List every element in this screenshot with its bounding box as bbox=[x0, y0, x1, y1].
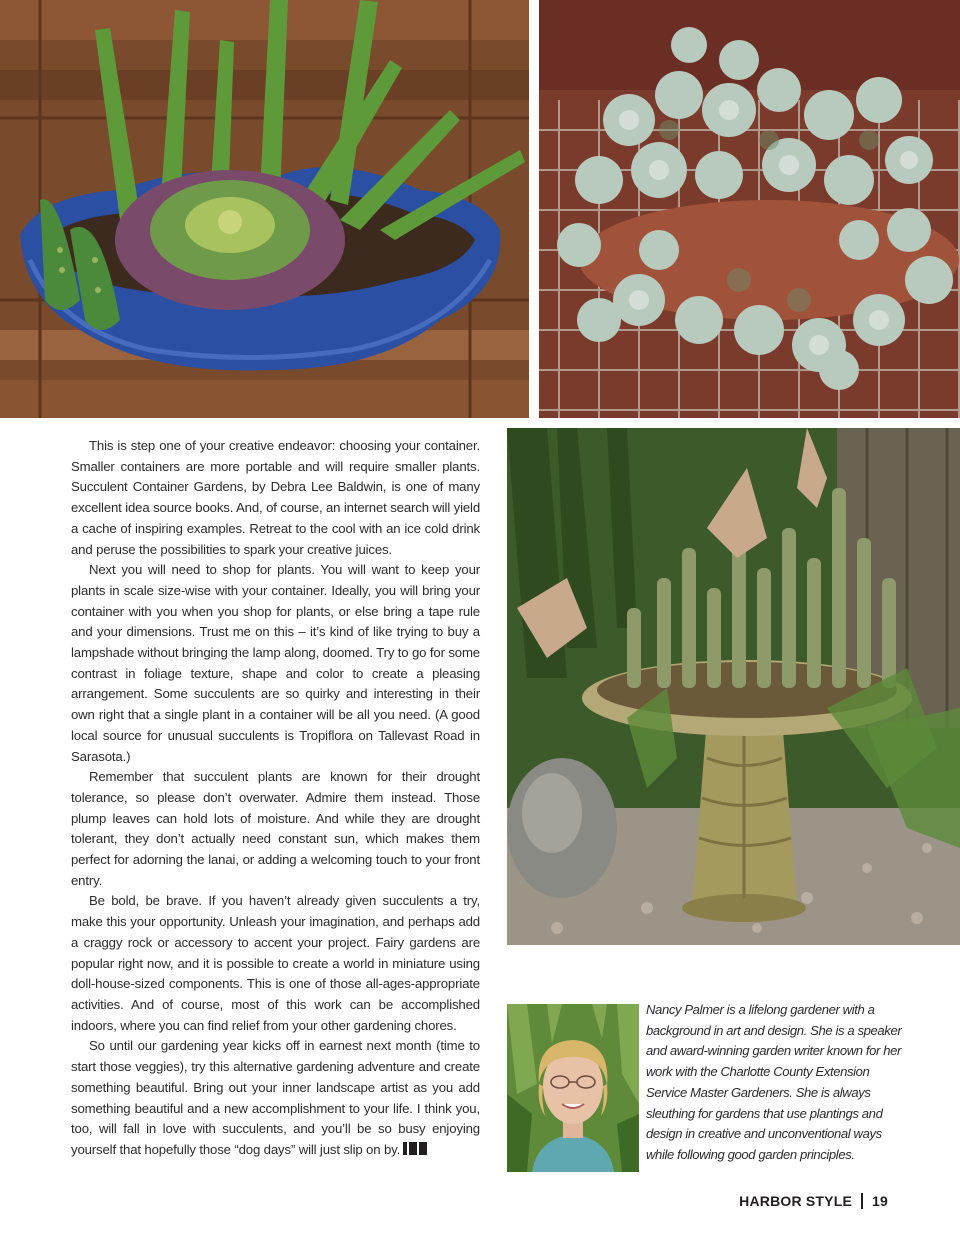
article-paragraph: This is step one of your creative endeavor: choosing your container. Smaller containers are more portable and will require smaller plants. Succulent Container Gardens, by Debra Lee Baldwin, is one of many excellent idea source books. And, of course, an internet search will yield a cache of inspiring examples. Retreat to the cool with an ice cold drink and peruse the possibilities to spark your creative juices. bbox=[71, 438, 480, 557]
photo-blue-bowl-succulents bbox=[0, 0, 529, 418]
author-photo bbox=[507, 1004, 639, 1172]
page-number: 19 bbox=[872, 1193, 888, 1209]
publication-name: HARBOR STYLE bbox=[739, 1193, 853, 1209]
article-paragraph: Next you will need to shop for plants. You will want to keep your plants in scale size-wise with your container. Ideally, you will bring your container with you when you shop for plants, or else bring a tape rule and your dimensions. Trust me on this – it’s kind of like trying to buy a lampshade without bringing the lamp along, doomed. Try to go for some contrast in foliage texture, shape and color to create a pleasing arrangement. Some succulents are so quirky and interesting in their own right that a single plant in a container will be all you need. (A good local source for unusual succulents is Tropiflora on Tallevast Road in Sarasota.) bbox=[71, 562, 480, 764]
page-folio bbox=[739, 1193, 888, 1209]
magazine-end-mark-icon bbox=[403, 1142, 427, 1155]
article-body bbox=[71, 436, 480, 1161]
article-paragraph-last bbox=[71, 1036, 480, 1160]
author-bio: Nancy Palmer is a lifelong gardener with a background in art and design. She is a speaker and award-winning garden writer known for her work with the Charlotte County Extension Service Master Gardeners. She is always sleuthing for gardens that use plantings and design in creative and unconventional ways while following good garden principles. bbox=[646, 1002, 902, 1162]
article-paragraph-text: So until our gardening year kicks off in earnest next month (time to start those veggies), try this alternative gardening adventure and create something beautiful. Bring out your inner landscape artist as you add something beautiful and a new accomplishment to your life. I think you, too, will fall in love with succulents, and you’ll be so busy enjoying yourself that hopefully those “dog days” will just slip on by. bbox=[71, 1038, 480, 1157]
article-paragraph: Be bold, be brave. If you haven’t already given succulents a try, make this your opportunity. Unleash your imagination, and perhaps add a craggy rock or accessory to accent your project. Fairy gardens are popular right now, and it is possible to create a world in miniature using doll-house-sized components. This is one of those all-ages-appropriate activities. And of course, most of this work can be accomplished indoors, where you can find relief from your other gardening chores. bbox=[71, 893, 480, 1033]
article-paragraph: Remember that succulent plants are known for their drought tolerance, so please don’t overwater. Admire them instead. Those plump leaves can hold lots of moisture. And while they are drought tolerant, they don’t actually need constant sun, which makes them perfect for adorning the lanai, or adding a welcoming touch to your front entry. bbox=[71, 769, 480, 888]
photo-birdbath-planter bbox=[507, 428, 960, 945]
photo-frosted-succulents-on-mesh bbox=[539, 0, 960, 418]
folio-divider bbox=[861, 1193, 863, 1209]
